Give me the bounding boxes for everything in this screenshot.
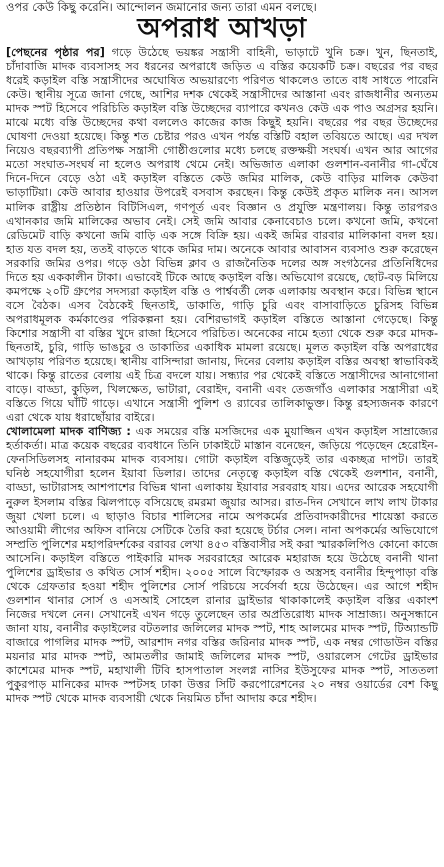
article-paragraph-2: [6, 425, 438, 706]
article-headline: অপরাধ আখড়া: [137, 13, 307, 44]
paragraph-text: গড়ে উঠেছে ভয়ঙ্কর সন্ত্রাসী বাহিনী, ভাড়াটে খুনি চক্র। খুন, ছিনতাই, চাঁদাবাজি মাদক ব্যবসাসহ সব ধরনের অপরাধে জড়িত এ বস্তির কয়েকটি চক্র। বছরের পর বছর ধরেই কড়াইল বস্তি সন্ত্রাসীদের অঘোষিত অভয়ারণ্যে পরিণত থাকলেও তাতে বাধ সাধতে পারেনি কেউ। স্থানীয় সূত্রে জানা গেছে, আশির দশক থেকেই সন্ত্রাসীদের আস্তানা এবং রাজধানীর অন্যতম মাদক স্পট হিসেবে পরিচিতি কড়াইল বস্তি উচ্ছেদের ব্যাপারে কখনও কেউ এক পাও অগ্রসর হয়নি। মাঝে মধ্যে বস্তি উচ্ছেদের কথা বললেও কাজের কাজ কিছুই হয়নি। বছরের পর বছর উচ্ছেদের ঘোষণা দেওয়া হয়েছে। কিন্তু শত চেষ্টার পরও এখন পর্যন্ত বস্তিটি বহাল তবিয়তে আছে। এর দখল নিয়েও বছরব্যাপী প্রতিপক্ষ সন্ত্রাসী গোষ্ঠীগুলোর মধ্যে চলছে রক্তক্ষয়ী সংঘর্ষ। এখন আর আগের মতো সংঘাত-সংঘর্ষ না হলেও অপরাধ থেমে নেই। অভিজাত এলাকা গুলশান-বনানীর গা-ঘেঁষে দিনে-দিনে বেড়ে ওঠা এই কড়াইল বস্তিতে কেউ জমির মালিক, কেউ বাড়ির মালিক কেউবা ভাড়াটিয়া। কেউ আবার হাওয়ার উপরেই বসবাস করছেন। কিন্তু কেউই প্রকৃত মালিক নন। আসল মালিক রাষ্ট্রীয় প্রতিষ্ঠান বিটিসিএল, গণপূর্ত এবং বিজ্ঞান ও প্রযুক্তি মন্ত্রণালয়। কিন্তু তারপরও এখানকার জমি মালিকের অভাব নেই। সেই জমি আবার কেনাবেচাও চলে। কখনো জমি, কখনো রেডিমেট বাড়ি কখনো জমি বাড়ি এক সঙ্গে বিক্রি হয়। একই জমির বারবার মালিকানা বদল হয়। হাত যত বদল হয়, ততই বাড়তে থাকে জমির দাম। অনেকে আবার আবাসন ব্যবসাও শুরু করেছেন সরকারি জমির ওপর। গড়ে ওঠা বিভিন্ন ক্লাব ও রাজনৈতিক দলের অঙ্গ সংগঠনের প্রতিনিধিদের দিতে হয় এককালীন টাকা। এভাবেই টিকে আছে কড়াইল বস্তি। অভিযোগ রয়েছে, ছোট-বড় মিলিয়ে কমপক্ষে ২০টি গ্রুপের সদস্যরা কড়াইল বস্তি ও পার্শ্ববর্তী লেক এলাকায় অবস্থান করে। বিভিন্ন স্থানে বসে বৈঠক। এসব বৈঠকেই ছিনতাই, ডাকাতি, গাড়ি চুরি এবং বাসাবাড়িতে চুরিসহ বিভিন্ন অপরাধমূলক কর্মকাণ্ডের পরিকল্পনা হয়। বেশিরভাগই কড়াইল বস্তিতে আস্তানা গেড়েছে। কিন্তু কিশোর সন্ত্রাসী বা বস্তির খুদে রাজা হিসেবে পরিচিত। অনেকের নামে হত্যা থেকে শুরু করে মাদক-ছিনতাই, চুরি, গাড়ি ভাঙচুর ও ডাকাতির একাধিক মামলা রয়েছে। মূলত কড়াইল বস্তি অপরাধের আখড়ায় পরিণত হয়েছে। স্থানীয় বাসিন্দারা জানায়, দিনের বেলায় কড়াইল বস্তির অবস্থা স্বাভাবিকই থাকে। কিন্তু রাতের বেলায় এই চিত্র বদলে যায়। সন্ধ্যার পর থেকেই বস্তিতে সন্ত্রাসীদের আনাগোনা বাড়ে। বাড্ডা, কুড়িল, খিলক্ষেত, ভাটারা, বেরাইদ, বনানী এবং তেজগাঁও এলাকার সন্ত্রাসীরা এই বস্তিতে গিয়ে ঘাঁটি গাড়ে। এখানে সন্ত্রাসী পুলিশ ও র‌্যাবের তালিকাভুক্ত। কিন্তু রহস্যজনক কারণে এরা থেকে যায় ধরাছোঁয়ার বাইরে।: [6, 46, 438, 425]
article-paragraph-1: [6, 46, 438, 425]
continuation-marker: [পেছনের পৃষ্ঠার পর]: [6, 46, 105, 59]
section-subhead: খোলামেলা মাদক বাণিজ্য :: [6, 425, 131, 439]
previous-article-fragment: ওপর কেউ কিছু করেনি। আন্দোলন জমানোর জন্য তারা এমন বলছে।: [6, 0, 317, 14]
article-body: [6, 46, 438, 706]
paragraph-text: এক সময়ের বস্তি মসজিদের এক মুয়াজ্জিন এখন কড়াইল সাম্রাজ্যের হর্তাকর্তা। মাত্র কয়েক বছরের ব্যবধানে তিনি ঢাকাইটে মাস্তান বনেছেন, জড়িয়ে পড়েছেন হেরোইন-ফেনসিডিলসহ নানারকম মাদক ব্যবসায়। গোটা কড়াইল বস্তিজুড়েই তার একচ্ছত্র দাপট। তারই ঘনিষ্ঠ সহযোগীরা হলেন ইয়াবা ডিলার। তাদের নেতৃত্বে কড়াইল বস্তি থেকেই গুলশান, বনানী, বাড্ডা, ভাটারাসহ আশপাশের বিভিন্ন থানা এলাকায় ইয়াবার সরবরাহ যায়। এদের আরেক সহযোগী নুরুল ইসলাম বস্তির ঝিলপাড়ে বসিয়েছে রমরমা জুয়ার আসর। রাত-দিন সেখানে লাখ লাখ টাকার জুয়া খেলা চলে। এ ছাড়াও বিচার শালিসের নামে অপকর্মের প্রতিবাদকারীদের শায়েস্তা করতে আওয়ামী লীগের অফিস বানিয়ে সেটিকে তৈরি করা হয়েছে টর্চার সেল। নানা অপকর্মের অভিযোগে সম্প্রতি পুলিশের মহাপরিদর্শকের বরাবর লেখা ৪৫৩ বস্তিবাসীর সই করা স্মারকলিপিও কোনো কাজে আসেনি। কড়াইল বস্তিতে পাইকারি মাদক সরবরাহের আরেক মহারাজ হয়ে উঠেছে বনানী থানা পুলিশের ড্রাইভার ও কথিত সোর্স শহীদ। ২০০৫ সালে বিস্ফোরক ও অস্ত্রসহ বনানীর হিন্দুপাড়া বস্তি থেকে গ্রেফতার হওয়া শহীদ পুলিশের সোর্স পরিচয়ে সর্বেসর্বা হয়ে উঠেছেন। এর আগে শহীদ গুলশান থানার সোর্স ও এসআই সোহেল রানার ড্রাইভার থাকাকালেই কড়াইল বস্তির একাংশ নিজের দখলে নেন। সেখানেই এখন গড়ে তুলেছেন তার অপ্রতিরোধ্য মাদক সাম্রাজ্য। অনুসন্ধানে জানা যায়, বনানীর কড়াইলের বটতলার জলিলের মাদক স্পট, শাহ আলমের মাদক স্পট, টিঅ্যান্ডটি বাজারে পাগলির মাদক স্পট, আরশাদ নগর বস্তির জরিনার মাদক স্পট, এক নম্বর গোডাউন বস্তির ময়নার মার মাদক স্পট, আমতলীর জামাই জলিলের মাদক স্পট, ওয়ারলেস গেটের ড্রাইভার কাশেমের মাদক স্পট, মহাখালী টিবি হাসপাতাল সংলগ্ন নাসির ইউসুফের মাদক স্পট, সাততলা পুকুরপাড় মানিকের মাদক স্পটসহ ঢাকা উত্তর সিটি করপোরেশনের ২০ নম্বর ওয়ার্ডের বেশ কিছু মাদক স্পট থেকে মাদক ব্যবসায়ী থেকে নিয়মিত চাঁদা আদায় করে শহীদ।: [6, 425, 438, 706]
